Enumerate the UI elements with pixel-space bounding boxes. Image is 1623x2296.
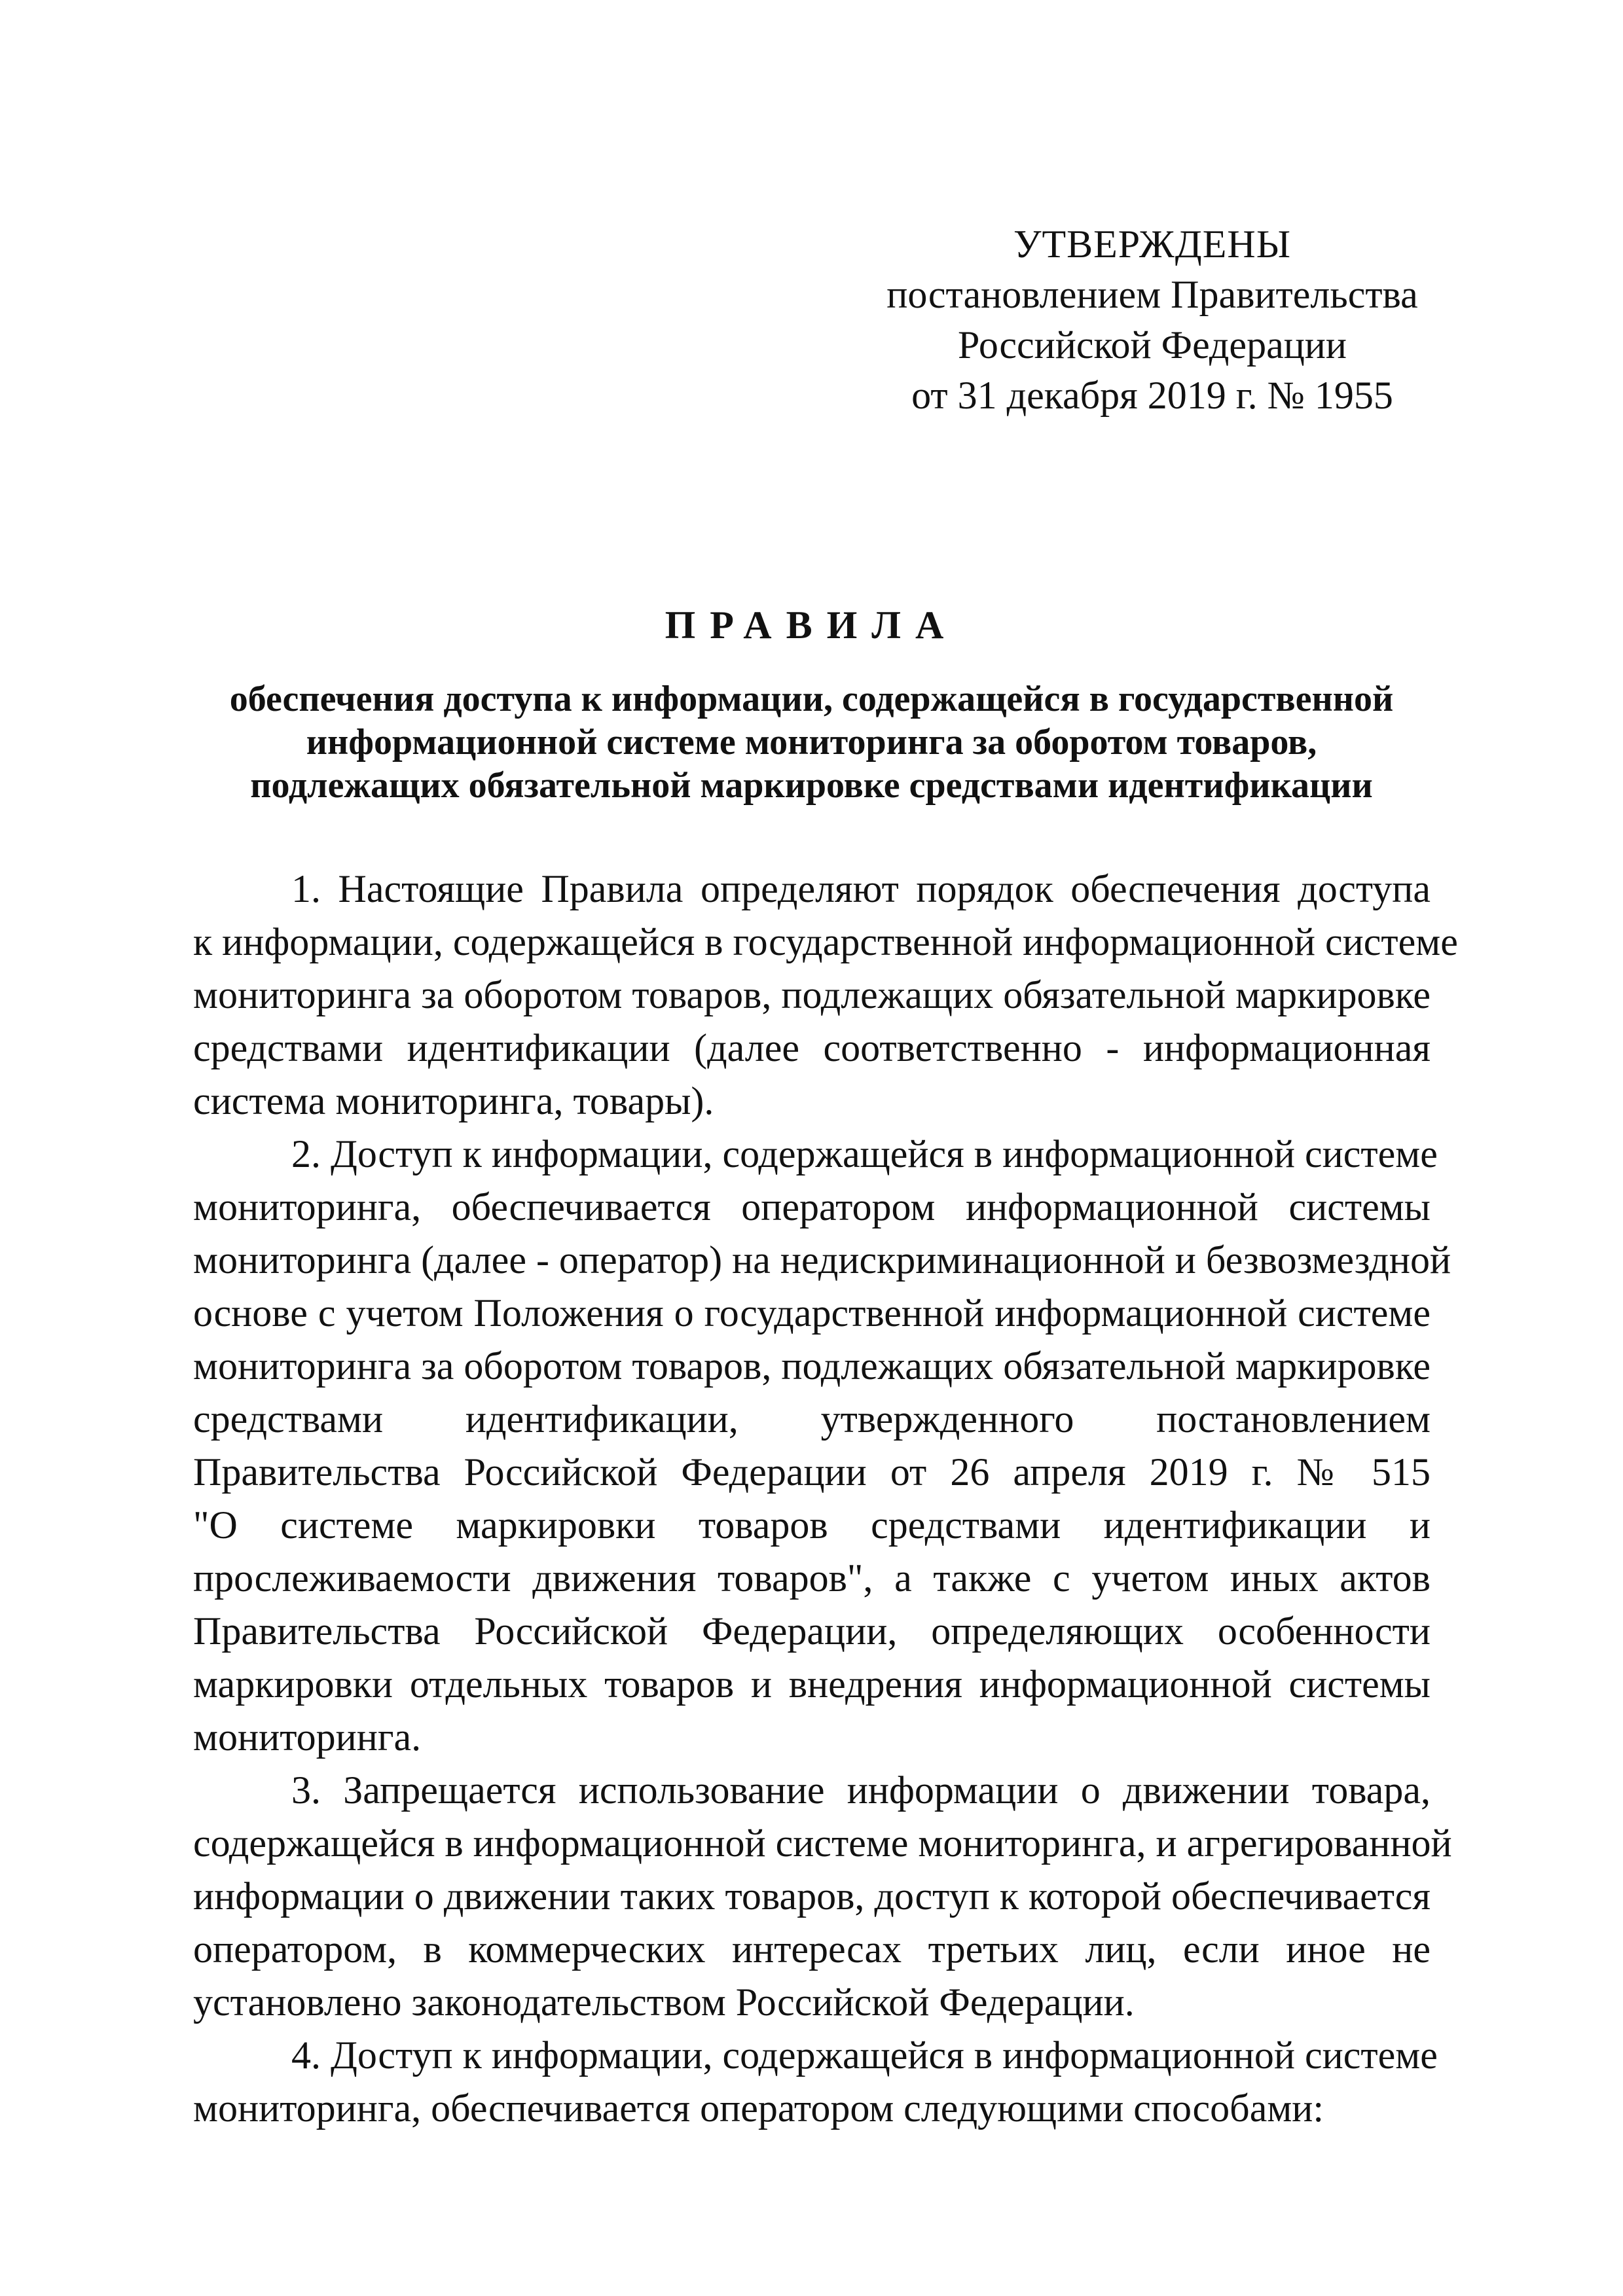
paragraph-line: мониторинга, обеспечивается оператором следующими способами: [193, 2087, 1324, 2130]
paragraph-line: мониторинга за оборотом товаров, подлежащих обязательной маркировке [193, 1344, 1431, 1388]
paragraph-line: 3. Запрещается использование информации о движении товара, [291, 1768, 1431, 1812]
approval-heading: УТВЕРЖДЕНЫ [1013, 223, 1292, 266]
paragraph-line: 4. Доступ к информации, содержащейся в информационной системе [291, 2034, 1438, 2077]
paragraph-1 [193, 863, 1458, 1128]
paragraph-line: информации о движении таких товаров, доступ к которой обеспечивается [193, 1874, 1431, 1918]
paragraph-line: содержащейся в информационной системе мониторинга, и агрегированной [193, 1821, 1452, 1865]
approval-line-2: Российской Федерации [957, 323, 1347, 367]
title-main: ПРАВИЛА [665, 603, 958, 647]
paragraph-line: установлено законодательством Российской Федерации. [193, 1981, 1135, 2024]
paragraph-line: 1. Настоящие Правила определяют порядок обеспечения доступа [291, 867, 1431, 910]
paragraph-line: прослеживаемости движения товаров", а также с учетом иных актов [193, 1556, 1431, 1600]
paragraph-line: к информации, содержащейся в государственной информационной системе [193, 920, 1458, 963]
paragraph-line: мониторинга за оборотом товаров, подлежащих обязательной маркировке [193, 973, 1431, 1016]
paragraph-2 [193, 1128, 1451, 1764]
paragraph-line: мониторинга. [193, 1715, 422, 1759]
document-body [193, 863, 1458, 2135]
paragraph-line: мониторинга (далее - оператор) на недискриминационной и безвозмездной [193, 1238, 1451, 1282]
paragraph-line: маркировки отдельных товаров и внедрения информационной системы [193, 1662, 1431, 1706]
paragraph-line: средствами идентификации (далее соответственно - информационная [193, 1026, 1431, 1069]
paragraph-line: система мониторинга, товары). [193, 1079, 714, 1122]
approval-line-3: от 31 декабря 2019 г. № 1955 [911, 374, 1393, 417]
approval-block [871, 219, 1434, 421]
paragraph-line: оператором, в коммерческих интересах третьих лиц, если иное не [193, 1928, 1431, 1971]
document-title [0, 599, 1623, 807]
paragraph-line: "О системе маркировки товаров средствами идентификации и [193, 1503, 1431, 1547]
paragraph-line: мониторинга, обеспечивается оператором информационной системы [193, 1185, 1431, 1229]
paragraph-4 [193, 2029, 1438, 2135]
paragraph-line: Правительства Российской Федерации, определяющих особенности [193, 1609, 1431, 1653]
paragraph-line: 2. Доступ к информации, содержащейся в информационной системе [291, 1132, 1438, 1175]
title-sub-line-1: обеспечения доступа к информации, содержащейся в государственной [229, 679, 1394, 719]
paragraph-line: Правительства Российской Федерации от 26 апреля 2019 г. № 515 [193, 1450, 1431, 1494]
approval-line-1: постановлением Правительства [886, 273, 1418, 316]
paragraph-3 [193, 1764, 1452, 2029]
paragraph-line: основе с учетом Положения о государственной информационной системе [193, 1291, 1431, 1335]
paragraph-line: средствами идентификации, утвержденного постановлением [193, 1397, 1431, 1441]
title-sub-line-3: подлежащих обязательной маркировке средствами идентификации [250, 765, 1373, 806]
title-sub-line-2: информационной системе мониторинга за оборотом товаров, [306, 722, 1317, 762]
